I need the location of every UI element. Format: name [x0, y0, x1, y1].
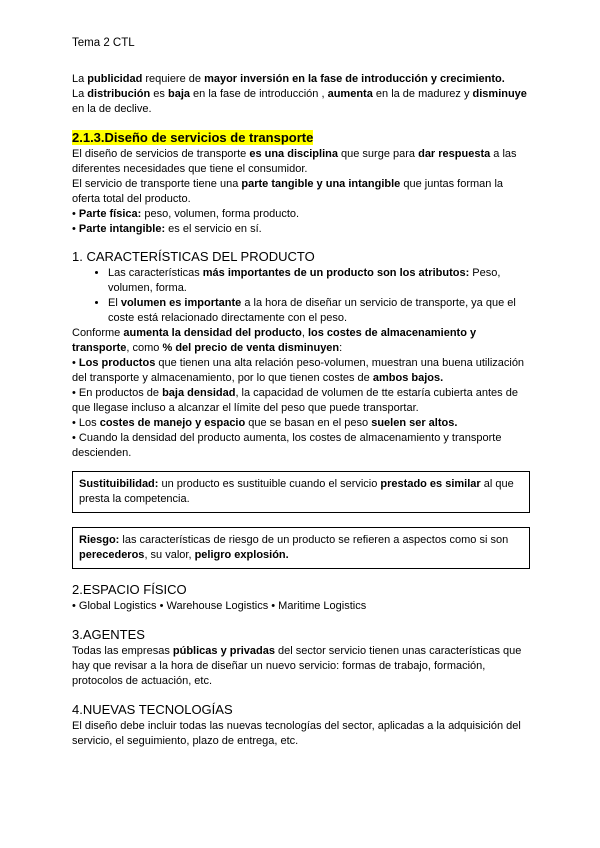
text-run: :	[339, 342, 343, 354]
intro-publicidad	[72, 72, 532, 87]
s1-bullet-list	[72, 266, 532, 326]
s213-parte-intangible	[72, 222, 532, 237]
section-1-caracteristicas	[72, 249, 532, 461]
s213-parte-fisica	[72, 207, 532, 222]
bold-text-run: públicas y privadas	[172, 645, 275, 657]
bold-text-run: Parte intangible:	[78, 223, 166, 235]
text-run: Las características	[108, 267, 203, 279]
text-run: en la de madurez y	[372, 88, 473, 100]
text-run: las características de riesgo de un producto se refieren a aspectos como si son	[119, 534, 509, 546]
bold-text-run: baja densidad	[162, 387, 236, 399]
section-4-title: 4.NUEVAS TECNOLOGÍAS	[72, 702, 233, 717]
section-2-1-3-title: 2.1.3.Diseño de servicios de transporte	[72, 130, 314, 145]
text-run: • En productos de	[72, 387, 163, 399]
bold-text-run: disminuye	[472, 88, 527, 100]
s3-paragraph	[72, 644, 532, 689]
s2-logistics-list	[72, 599, 532, 614]
text-run: es	[150, 88, 168, 100]
bold-text-run: Parte física:	[78, 208, 142, 220]
bold-text-run: Riesgo:	[79, 534, 120, 546]
text-run: El servicio de transporte tiene una	[72, 178, 242, 190]
bold-text-run: aumenta la densidad del producto	[123, 327, 302, 339]
s1-paragraph-baja-densidad	[72, 386, 532, 416]
s4-paragraph	[72, 719, 532, 749]
s1-bullet-volumen	[108, 296, 532, 326]
text-run: que se basan en el peso	[245, 417, 372, 429]
bold-text-run: perecederos	[79, 549, 145, 561]
bold-text-run: % del precio de venta disminuyen	[162, 342, 340, 354]
text-run: a las diferentes necesidades que tiene el consumidor.	[72, 148, 517, 175]
text-run: •	[72, 208, 79, 220]
section-2-title: 2.ESPACIO FÍSICO	[72, 582, 187, 597]
text-run: que tienen una alta relación peso-volumen, muestran una buena utilización del transporte y almacenamiento, por lo que tienen costes de	[72, 357, 525, 384]
box-riesgo	[72, 527, 530, 569]
bold-text-run: Los productos	[78, 357, 156, 369]
text-run: Peso, volumen, forma.	[108, 267, 501, 294]
bold-text-run: los costes de almacenamiento y transporte	[72, 327, 477, 354]
text-run: del sector servicio tienen unas características que hay que revisar a la hora de diseñar un nuevo servicio: formas de trabajo, formación, protocolos de actuación, etc.	[72, 645, 522, 687]
text-run: El	[108, 297, 121, 309]
s213-paragraph-1	[72, 147, 532, 177]
bold-text-run: dar respuesta	[418, 148, 491, 160]
bold-text-run: ambos bajos.	[372, 372, 444, 384]
s1-paragraph-costes-manejo	[72, 416, 532, 431]
text-run: • Los	[72, 417, 100, 429]
s1-paragraph-densidad	[72, 326, 532, 356]
bold-text-run: prestado es similar	[380, 478, 481, 490]
bold-text-run: costes de manejo y espacio	[99, 417, 246, 429]
text-run: La	[72, 88, 88, 100]
bold-text-run: suelen ser altos.	[371, 417, 458, 429]
text-run: El diseño debe incluir todas las nuevas tecnologías del sector, aplicadas a la adquisición del servicio, el seguimiento, plazo de entrega, etc.	[72, 720, 521, 747]
text-run: peso, volumen, forma producto.	[141, 208, 300, 220]
text-run: a la hora de diseñar un servicio de transporte, ya que el coste está relacionado directamente con el peso.	[108, 297, 516, 324]
section-2-espacio-fisico	[72, 582, 532, 614]
text-run: , la capacidad de volumen de tte estaría cubierta antes de que llegase incluso a alcanzar el límite del peso que puede transportar.	[72, 387, 518, 414]
box-sustituibilidad	[72, 471, 530, 513]
text-run: •	[72, 223, 79, 235]
text-run: • Global Logistics • Warehouse Logistics • Maritime Logistics	[72, 600, 367, 612]
bold-text-run: peligro explosión.	[194, 549, 289, 561]
text-run: al que presta la competencia.	[79, 478, 514, 505]
text-run: es el servicio en sí.	[165, 223, 262, 235]
bold-text-run: parte tangible y una intangible	[241, 178, 401, 190]
section-1-title: 1. CARACTERÍSTICAS DEL PRODUCTO	[72, 249, 315, 264]
section-2-1-3	[72, 130, 532, 237]
bold-text-run: aumenta	[327, 88, 373, 100]
text-run: en la fase de introducción ,	[190, 88, 328, 100]
text-run: Todas las empresas	[72, 645, 173, 657]
intro-section	[72, 72, 532, 117]
section-3-title: 3.AGENTES	[72, 627, 145, 642]
text-run: en la de declive.	[72, 103, 152, 115]
text-run: , su valor,	[144, 549, 195, 561]
text-run: El diseño de servicios de transporte	[72, 148, 250, 160]
text-run: , como	[126, 342, 163, 354]
bold-text-run: mayor inversión en la fase de introducción y crecimiento.	[204, 73, 505, 85]
bold-text-run: distribución	[87, 88, 151, 100]
text-run: La	[72, 73, 88, 85]
text-run: •	[72, 357, 79, 369]
text-run: Conforme	[72, 327, 124, 339]
text-run: • Cuando la densidad del producto aumenta, los costes de almacenamiento y transporte descienden.	[72, 432, 502, 459]
s1-bullet-atributos	[108, 266, 532, 296]
bold-text-run: baja	[167, 88, 190, 100]
s1-paragraph-densidad-aumenta	[72, 431, 532, 461]
text-run: un producto es sustituible cuando el servicio	[158, 478, 381, 490]
text-run: requiere de	[142, 73, 205, 85]
bold-text-run: es una disciplina	[249, 148, 338, 160]
bold-text-run: más importantes de un producto son los atributos:	[202, 267, 470, 279]
intro-distribucion	[72, 87, 532, 117]
s1-paragraph-productos	[72, 356, 532, 386]
page-header: Tema 2 CTL	[72, 37, 135, 49]
text-run: ,	[301, 327, 308, 339]
s213-paragraph-2	[72, 177, 532, 207]
section-3-agentes	[72, 627, 532, 689]
bold-text-run: publicidad	[87, 73, 143, 85]
text-run: que juntas forman la oferta total del producto.	[72, 178, 504, 205]
text-run: que surge para	[337, 148, 419, 160]
section-4-nuevas-tecnologias	[72, 702, 532, 749]
bold-text-run: volumen es importante	[120, 297, 242, 309]
bold-text-run: Sustituibilidad:	[79, 478, 159, 490]
